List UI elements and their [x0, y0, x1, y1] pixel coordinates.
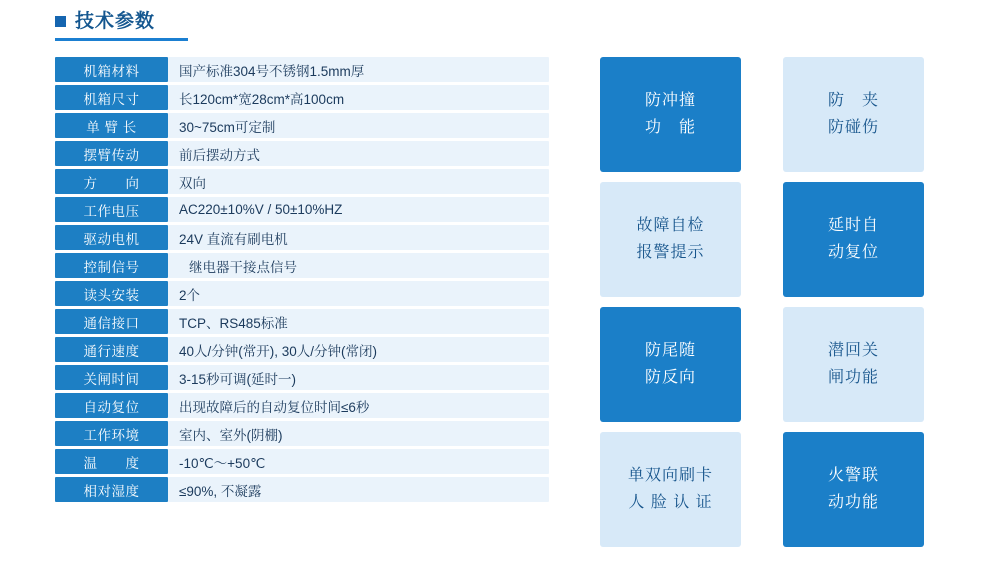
table-row: [55, 225, 549, 250]
title-underline: [55, 38, 188, 41]
spec-value: ≤90%, 不凝露: [168, 477, 549, 502]
feature-card: [600, 432, 741, 547]
spec-label: 控制信号: [55, 253, 168, 278]
spec-value: TCP、RS485标准: [168, 309, 549, 334]
spec-value: 继电器干接点信号: [168, 253, 549, 278]
spec-value: 2个: [168, 281, 549, 306]
spec-value: 出现故障后的自动复位时间≤6秒: [168, 393, 549, 418]
feature-card-line: 功 能: [644, 118, 696, 136]
feature-card-grid: [600, 57, 930, 547]
feature-card: [783, 307, 924, 422]
spec-label: 通信接口: [55, 309, 168, 334]
spec-label: 通行速度: [55, 337, 168, 362]
spec-label: 机箱材料: [55, 57, 168, 82]
spec-value: 3-15秒可调(延时一): [168, 365, 549, 390]
spec-label: 摆臂传动: [55, 141, 168, 166]
feature-card-line: 动复位: [827, 243, 879, 261]
feature-card-line: 防冲撞: [644, 92, 696, 110]
feature-card-line: 防尾随: [644, 342, 696, 360]
spec-label: 读头安装: [55, 281, 168, 306]
feature-card-line: 潜回关: [827, 342, 879, 360]
feature-card: [783, 432, 924, 547]
spec-label: 单 臂 长: [55, 113, 168, 138]
page-title-text: 技术参数: [75, 11, 156, 32]
feature-card-line: 动功能: [827, 493, 879, 511]
spec-label: 关闸时间: [55, 365, 168, 390]
table-row: [55, 477, 549, 502]
spec-value: AC220±10%V / 50±10%HZ: [168, 197, 549, 222]
spec-value: 24V 直流有刷电机: [168, 225, 549, 250]
spec-label: 工作电压: [55, 197, 168, 222]
spec-value: 双向: [168, 169, 549, 194]
feature-card-line: 防反向: [644, 368, 696, 386]
feature-card-line: 火警联: [827, 467, 879, 485]
table-row: [55, 421, 549, 446]
spec-value: -10℃～+50℃: [168, 449, 549, 474]
feature-card-line: 故障自检: [636, 217, 705, 235]
feature-card-line: 报警提示: [636, 243, 705, 261]
table-row: [55, 281, 549, 306]
feature-card: [600, 57, 741, 172]
table-row: [55, 365, 549, 390]
spec-label: 相对湿度: [55, 477, 168, 502]
feature-card-line: 防碰伤: [827, 118, 879, 136]
spec-value: 长120cm*宽28cm*高100cm: [168, 85, 549, 110]
table-row: [55, 141, 549, 166]
table-row: [55, 337, 549, 362]
feature-card-line: 闸功能: [827, 368, 879, 386]
table-row: [55, 113, 549, 138]
table-row: [55, 169, 549, 194]
spec-label: 自动复位: [55, 393, 168, 418]
feature-card: [600, 307, 741, 422]
table-row: [55, 253, 549, 278]
feature-card-line: 人 脸 认 证: [628, 493, 713, 511]
feature-card: [783, 57, 924, 172]
spec-value: 国产标准304号不锈钢1.5mm厚: [168, 57, 549, 82]
table-row: [55, 197, 549, 222]
table-row: [55, 309, 549, 334]
spec-label: 方 向: [55, 169, 168, 194]
feature-card-line: 防 夹: [827, 92, 879, 110]
title-square-icon: [55, 16, 66, 27]
table-row: [55, 449, 549, 474]
spec-label: 工作环境: [55, 421, 168, 446]
specification-table: [55, 57, 549, 505]
table-row: [55, 393, 549, 418]
table-row: [55, 57, 549, 82]
feature-card-line: 单双向刷卡: [627, 467, 713, 485]
spec-value: 室内、室外(阴棚): [168, 421, 549, 446]
spec-value: 前后摆动方式: [168, 141, 549, 166]
spec-label: 机箱尺寸: [55, 85, 168, 110]
feature-card: [783, 182, 924, 297]
spec-value: 30~75cm可定制: [168, 113, 549, 138]
page-title: [55, 12, 155, 31]
table-row: [55, 85, 549, 110]
spec-label: 温 度: [55, 449, 168, 474]
spec-label: 驱动电机: [55, 225, 168, 250]
spec-value: 40人/分钟(常开), 30人/分钟(常闭): [168, 337, 549, 362]
feature-card: [600, 182, 741, 297]
feature-card-line: 延时自: [827, 217, 879, 235]
